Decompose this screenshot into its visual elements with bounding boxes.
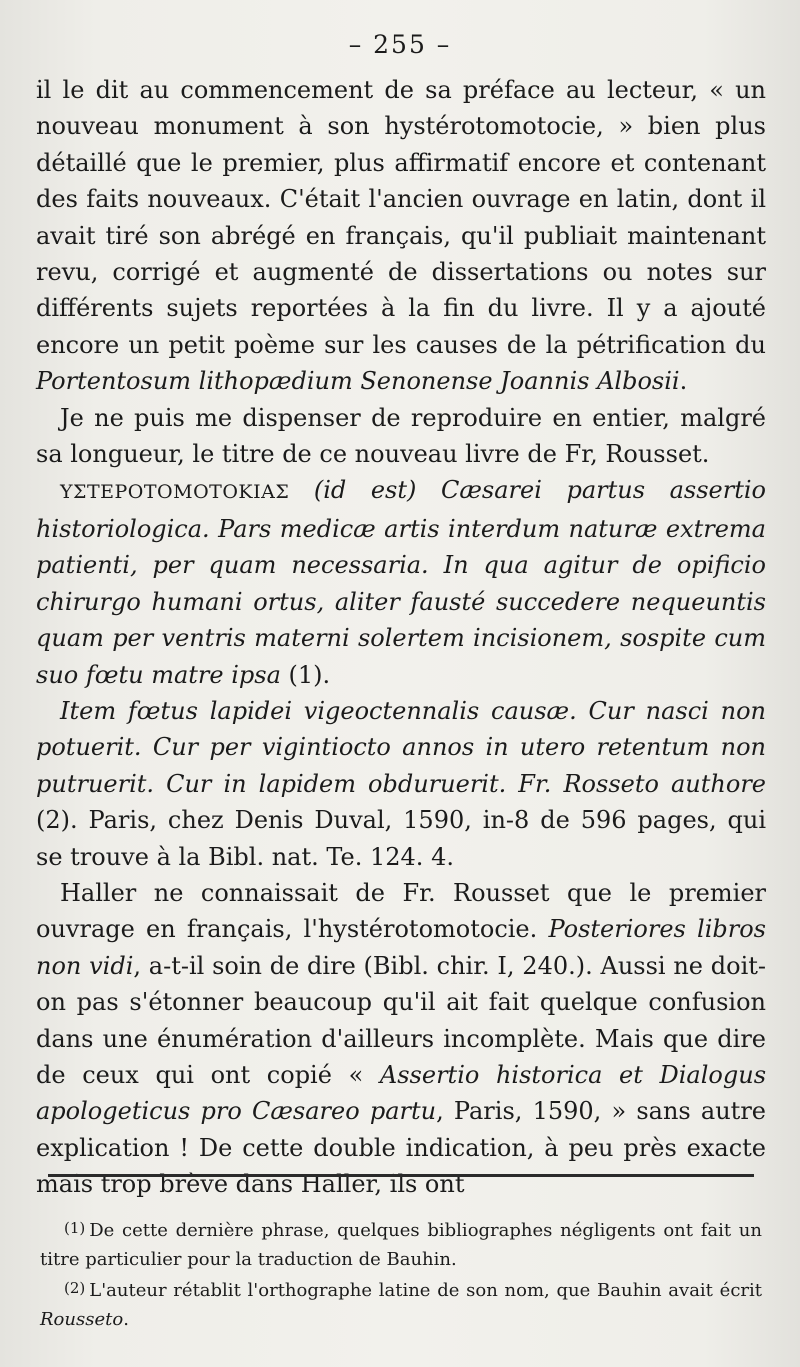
footnote-1-number: (1) xyxy=(64,1219,86,1237)
page-number: – 255 – xyxy=(348,30,452,59)
footnote-1 xyxy=(40,1214,762,1274)
footnote-ref-1: (1). xyxy=(280,660,331,689)
title-part-2 xyxy=(36,693,766,875)
paragraph-1-end: . xyxy=(679,367,688,396)
title-part-2-latin: Item fœtus lapidei vigeoctennalis causæ. Cur nasci non potuerit. Cur per vigintiocto annos in utero retentum non putruerit. Cur in lapidem obduruerit. Fr. Rosseto authore xyxy=(36,696,766,798)
paragraph-3-quote-2: Assertio historica et Dialogus apologeticus pro Cæsareo partu xyxy=(36,1060,767,1126)
footnote-2-text: L'auteur rétablit l'orthographe latine de son nom, que Bauhin avait écrit xyxy=(89,1280,762,1301)
greek-title: ΥΣΤΕΡΟΤΟΜΟΤΟΚΙΑΣ xyxy=(60,481,290,504)
book-title-block xyxy=(36,472,766,874)
title-part-2-imprint: (2). Paris, chez Denis Duval, 1590, in-8 de 596 pages, qui se trouve à la Bibl. nat. Te. 124. 4. xyxy=(36,806,766,871)
footnote-1-text: De cette dernière phrase, quelques bibliographes négligents ont fait un titre particulier pour la traduction de Bauhin. xyxy=(40,1220,762,1270)
paragraph-3-b: , a-t-il soin de dire (Bibl. chir. I, 240.). Aussi ne doit-on pas s'étonner beaucoup qu'il ait fait quelque confusion dans une énumération d'ailleurs incomplète. Mais que dire de ceux qui ont copié « xyxy=(36,951,767,1089)
title-part-1 xyxy=(36,472,766,692)
paragraph-3 xyxy=(36,875,766,1203)
paragraph-2: Je ne puis me dispenser de reproduire en entier, malgré sa longueur, le titre de ce nouveau livre de Fr, Rousset. xyxy=(36,403,766,469)
paragraph-1 xyxy=(36,72,766,400)
title-part-1-latin: (id est) Cæsarei partus assertio historiologica. Pars medicæ artis interdum naturæ extrema patienti, per quam necessaria. In qua agitur de opificio chirurgo humani ortus, aliter fausté succedere nequeuntis quam per ventris materni solertem incisionem, sospite cum suo fœtu matre ipsa xyxy=(36,476,766,689)
paragraph-3-c: , Paris, 1590, » sans autre explication ! De cette double indication, à peu près exacte mais trop brève dans Haller, ils ont xyxy=(36,1097,767,1199)
footnote-2-italic: Rousseto xyxy=(40,1309,124,1330)
footnote-divider xyxy=(48,1174,754,1177)
paragraph-1-text: il le dit au commencement de sa préface au lecteur, « un nouveau monument à son hystérotomotocie, » bien plus détaillé que le premier, plus affirmatif encore et contenant des faits nouveaux. C'était l'ancien ouvrage en latin, dont il avait tiré son abrégé en français, qu'il publiait maintenant revu, corrigé et augmenté de dissertations ou notes sur différents sujets reportées à la fin du livre. Il y a ajouté encore un petit poème sur les causes de la pétrification du xyxy=(36,76,766,359)
paragraph-3-quote-1: Posteriores libros non vidi xyxy=(36,915,766,980)
footnotes xyxy=(40,1214,762,1334)
footnote-2 xyxy=(40,1274,762,1334)
paragraph-3-a: Haller ne connaissait de Fr. Rousset que le premier ouvrage en français, l'hystérotomotocie. xyxy=(36,878,766,944)
footnote-2-end: . xyxy=(123,1309,129,1330)
footnote-2-number: (2) xyxy=(64,1279,86,1297)
paragraph-1-latin-title: Portentosum lithopædium Senonense Joannis Albosii xyxy=(36,367,680,396)
main-text xyxy=(36,72,766,1203)
